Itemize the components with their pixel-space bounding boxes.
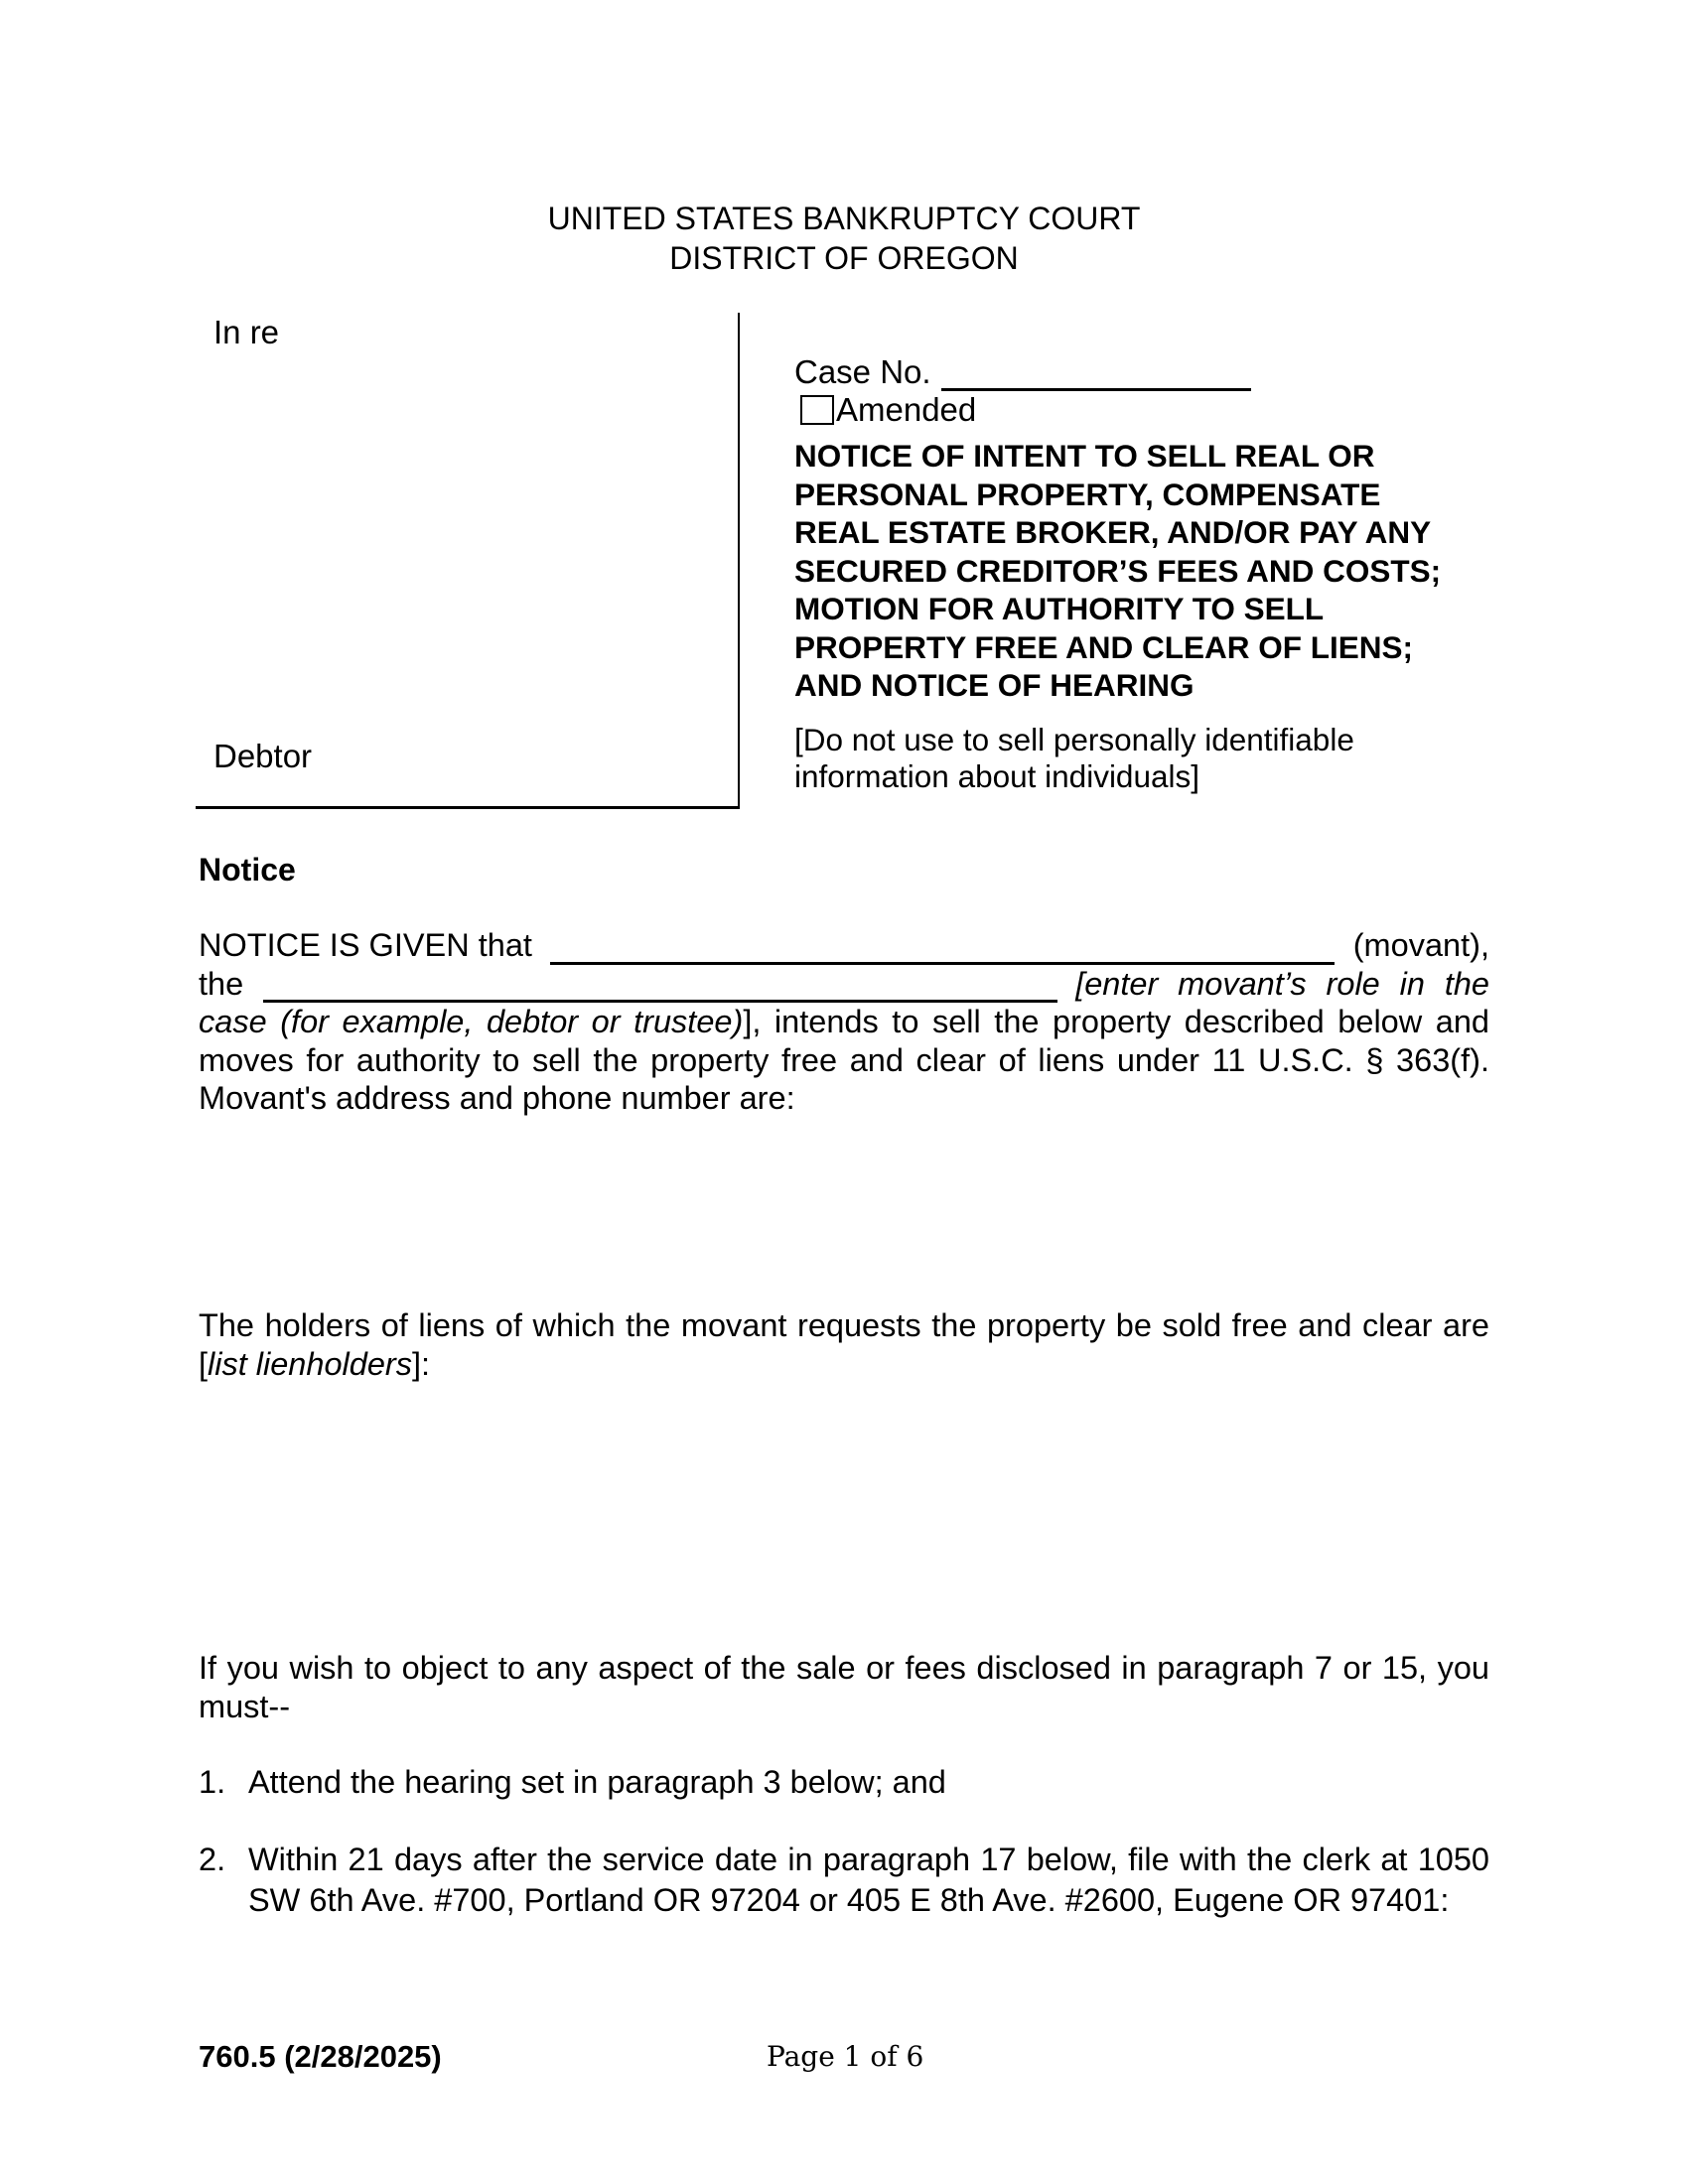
list-item-text: Attend the hearing set in paragraph 3 below; and [248,1764,946,1800]
form-id: 760.5 (2/28/2025) [199,2039,442,2074]
sale-motion-text: ], intends to sell the property described below and moves for authority to sell the property free and clear of liens under 11 U.S.C. § 363(f). Movant's address and phone number are: [199,1004,1489,1116]
notice-paragraph-movant [199,926,1489,1118]
court-name: UNITED STATES BANKRUPTCY COURT [547,201,1141,236]
the-text: the [199,965,244,1002]
document-title: NOTICE OF INTENT TO SELL REAL OR PERSONAL PROPERTY, COMPENSATE REAL ESTATE BROKER, AND/OR PAY ANY SECURED CREDITOR’S FEES AND COSTS; MOTION FOR AUTHORITY TO SELL PROPERTY FREE AND CLEAR OF LIENS; AND NOTICE OF HEARING [794,438,1442,703]
in-re-label: In re [213,314,280,350]
notice-paragraph-lienholders [199,1306,1489,1383]
amended-row [794,390,1489,429]
movant-suffix: (movant), [1352,927,1489,963]
notice-paragraph-objection: If you wish to object to any aspect of the sale or fees disclosed in paragraph 7 or 15, you must-- [199,1650,1489,1724]
notice-given-text: NOTICE IS GIVEN that [199,927,532,963]
amended-checkbox[interactable] [800,395,834,425]
case-no-label: Case No. [794,353,931,390]
page-number: Page 1 of 6 [767,2040,924,2073]
usage-note: [Do not use to sell personally identifiable information about individuals] [794,721,1354,794]
movant-name-field[interactable] [550,934,1335,965]
list-item-number: 1. [199,1764,226,1800]
debtor-label: Debtor [213,738,313,774]
movant-role-field[interactable] [263,972,1057,1003]
court-district: DISTRICT OF OREGON [669,240,1019,276]
caption-left-box [196,313,740,809]
role-instruction-end: case (for example, debtor or trustee) [199,1004,744,1039]
lienholders-close: ]: [411,1345,431,1382]
notice-heading: Notice [199,852,296,887]
case-number-row [794,352,1489,391]
list-item-text: Within 21 days after the service date in paragraph 17 below, file with the clerk at 1050 SW 6th Ave. #700, Portland OR 97204 or 405 E 8th Ave. #2600, Eugene OR 97401: [248,1842,1489,1918]
lienholders-instruction: list lienholders [208,1345,412,1382]
case-number-field[interactable] [941,358,1251,391]
list-item-number: 2. [199,1842,226,1877]
list-item [199,1840,1489,1921]
role-instruction-start: [enter movant’s role in the [1075,965,1489,1002]
lienholders-text: The holders of liens of which the movant requests the property be sold free and clear are [ [199,1307,1489,1382]
amended-label: Amended [836,391,977,428]
caption-right-box [794,352,1489,795]
court-header [0,199,1688,278]
list-item [199,1762,1489,1803]
